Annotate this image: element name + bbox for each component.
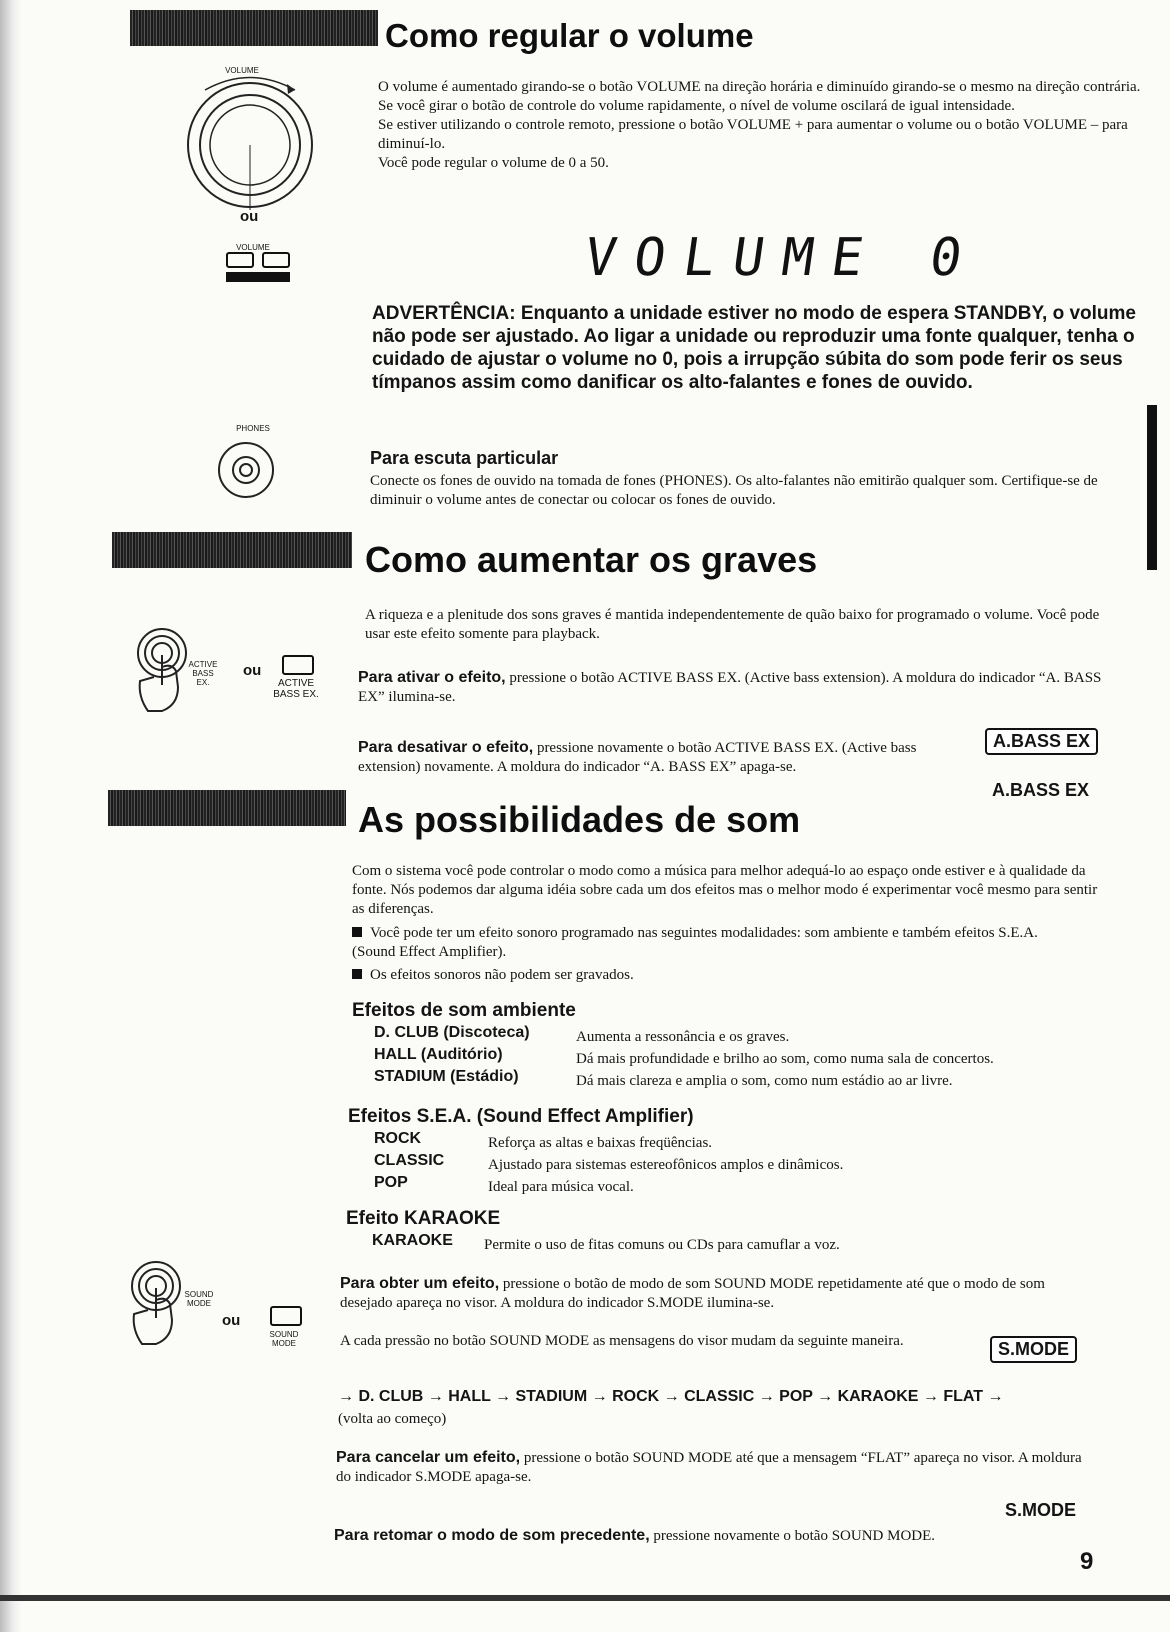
sound-obtain-text2: A cada pressão no botão SOUND MODE as mensagens do visor mudam da seguinte maneira.	[340, 1333, 904, 1349]
indicator-smode-on: S.MODE	[990, 1336, 1077, 1363]
bass-intro: A riqueza e a plenitude dos sons graves é mantida independentemente de quão baixo for programado o volume. Você pode usar este efeito somente para playback.	[365, 607, 1100, 642]
bass-activate-text: pressione o botão ACTIVE BASS EX. (Active bass extension). A moldura do indicador “A. BASS EX” ilumina-se.	[358, 670, 1102, 705]
remote-sound-mode-button	[270, 1306, 302, 1326]
section-title-bass: Como aumentar os graves	[365, 539, 818, 580]
ambient-name: HALL (Auditório)	[374, 1046, 503, 1063]
sound-obtain-lead: Para obter um efeito,	[340, 1275, 500, 1292]
sound-obtain-text: pressione o botão de modo de som SOUND MODE repetidamente até que o modo de som desejado apareça no visor. A moldura do indicador S.MODE ilumina-se.	[340, 1276, 1045, 1311]
or-label: ou	[243, 662, 262, 679]
sound-bullet: Os efeitos sonoros não podem ser gravados.	[352, 966, 1082, 985]
sound-cancel-lead: Para cancelar um efeito,	[336, 1449, 521, 1466]
sound-bullet: Você pode ter um efeito sonoro programado nas seguintes modalidades: som ambiente e também efeitos S.E.A. (Sound Effect Amplifier).	[352, 925, 1038, 960]
ambient-desc: Dá mais clareza e amplia o som, como num estádio ao ar livre.	[576, 1073, 953, 1089]
sound-mode-button-label: SOUND MODE	[184, 1290, 214, 1308]
ambient-title: Efeitos de som ambiente	[352, 1000, 576, 1021]
remote-sound-mode-label: SOUND MODE	[269, 1330, 299, 1348]
sea-desc: Reforça as altas e baixas freqüências.	[488, 1135, 713, 1151]
sea-title: Efeitos S.E.A. (Sound Effect Amplifier)	[348, 1106, 694, 1127]
sound-sequence: → D. CLUB → HALL → STADIUM → ROCK → CLASSIC → POP → KARAOKE → FLAT →	[338, 1388, 1004, 1405]
section-header-bar	[130, 10, 378, 46]
section-title-sound: As possibilidades de som	[358, 799, 801, 840]
karaoke-title: Efeito KARAOKE	[346, 1208, 501, 1229]
volume-text	[378, 78, 1148, 173]
knob-label: VOLUME	[225, 66, 259, 75]
bass-deactivate-text: pressione novamente o botão ACTIVE BASS EX. (Active bass extension) novamente. A moldura do indicador “A. BASS EX” apaga-se.	[358, 740, 917, 775]
section-title-volume: Como regular o volume	[385, 17, 754, 54]
bass-deactivate	[358, 738, 978, 777]
bass-activate	[358, 668, 1118, 707]
karaoke-desc: Permite o uso de fitas comuns ou CDs para camuflar a voz.	[484, 1237, 840, 1253]
volume-knob-icon	[170, 60, 330, 220]
or-label: ou	[222, 1312, 241, 1329]
remote-active-bass-button	[282, 655, 314, 675]
scan-bottom-line	[0, 1595, 1170, 1601]
right-thumb-tab	[1147, 405, 1157, 570]
scan-left-edge	[0, 0, 22, 1632]
sea-desc: Ajustado para sistemas estereofônicos amplos e dinâmicos.	[488, 1157, 844, 1173]
ambient-desc: Dá mais profundidade e brilho ao som, como numa sala de concertos.	[576, 1051, 994, 1067]
bass-activate-lead: Para ativar o efeito,	[358, 669, 506, 686]
section-header-bar	[112, 532, 352, 568]
sea-name: ROCK	[374, 1130, 422, 1147]
phones-label: PHONES	[236, 424, 270, 433]
sound-resume-text: pressione novamente o botão SOUND MODE.	[653, 1528, 936, 1544]
phones-jack-icon	[216, 440, 276, 500]
volume-paragraph: Se você girar o botão de controle do volume rapidamente, o nível de volume oscilará de igual intensidade.	[378, 98, 1015, 114]
remote-volume-buttons	[226, 252, 292, 288]
indicator-smode-off: S.MODE	[1005, 1500, 1077, 1520]
volume-display-readout: VOLUME 0	[580, 228, 984, 288]
sound-sequence-note: (volta ao começo)	[338, 1411, 447, 1427]
remote-active-bass-label: ACTIVE BASS EX.	[273, 678, 319, 700]
section-header-bar	[108, 790, 346, 826]
ambient-name: STADIUM (Estádio)	[374, 1068, 519, 1085]
volume-paragraph: Você pode regular o volume de 0 a 50.	[378, 155, 609, 171]
page-number: 9	[1080, 1548, 1094, 1575]
volume-warning: ADVERTÊNCIA: Enquanto a unidade estiver no modo de espera STANDBY, o volume não pode ser ajustado. Ao ligar a unidade ou reproduzir uma fonte qualquer, tenha o cuidado de ajustar o volume no 0, pois a irrupção súbita do som pode ferir os seus tímpanos assim como danificar os alto-falantes e fones de ouvido.	[372, 303, 1136, 393]
sound-resume-lead: Para retomar o modo de som precedente,	[334, 1527, 650, 1544]
sound-intro: Com o sistema você pode controlar o modo como a música para melhor adequá-lo ao espaço onde estiver e à qualidade da fonte. Nós podemos dar alguma idéia sobre cada um dos efeitos mas o melhor modo é experimentar você mesmo para sentir as diferenças.	[352, 863, 1098, 917]
bass-deactivate-lead: Para desativar o efeito,	[358, 739, 534, 756]
sound-cancel-text: pressione o botão SOUND MODE até que a mensagem “FLAT” apareça no visor. A moldura do indicador S.MODE apaga-se.	[336, 1450, 1082, 1485]
sea-desc: Ideal para música vocal.	[488, 1179, 634, 1195]
volume-paragraph: O volume é aumentado girando-se o botão VOLUME na direção horária e diminuído girando-se o mesmo na direção contrária.	[378, 79, 1141, 95]
karaoke-name: KARAOKE	[372, 1232, 453, 1249]
remote-volume-label: VOLUME	[236, 243, 270, 252]
private-listening-text: Conecte os fones de ouvido na tomada de fones (PHONES). Os alto-falantes não emitirão qualquer som. Certifique-se de diminuir o volume antes de conectar ou colocar os fones de ouvido.	[370, 473, 1098, 508]
sound-obtain	[340, 1274, 1080, 1313]
indicator-abass-on: A.BASS EX	[985, 728, 1098, 755]
sound-cancel	[336, 1448, 1096, 1487]
private-listening-title: Para escuta particular	[370, 448, 559, 468]
indicator-abass-off: A.BASS EX	[992, 780, 1090, 800]
sea-name: CLASSIC	[374, 1152, 445, 1169]
ambient-desc: Aumenta a ressonância e os graves.	[576, 1029, 790, 1045]
or-label: ou	[240, 208, 259, 225]
ambient-name: D. CLUB (Discoteca)	[374, 1024, 530, 1041]
sea-name: POP	[374, 1174, 408, 1191]
active-bass-button-label: ACTIVE BASS EX.	[188, 660, 218, 687]
sound-resume	[334, 1526, 1094, 1546]
volume-paragraph: Se estiver utilizando o controle remoto, pressione o botão VOLUME + para aumentar o volume ou o botão VOLUME – para diminuí-lo.	[378, 117, 1128, 152]
